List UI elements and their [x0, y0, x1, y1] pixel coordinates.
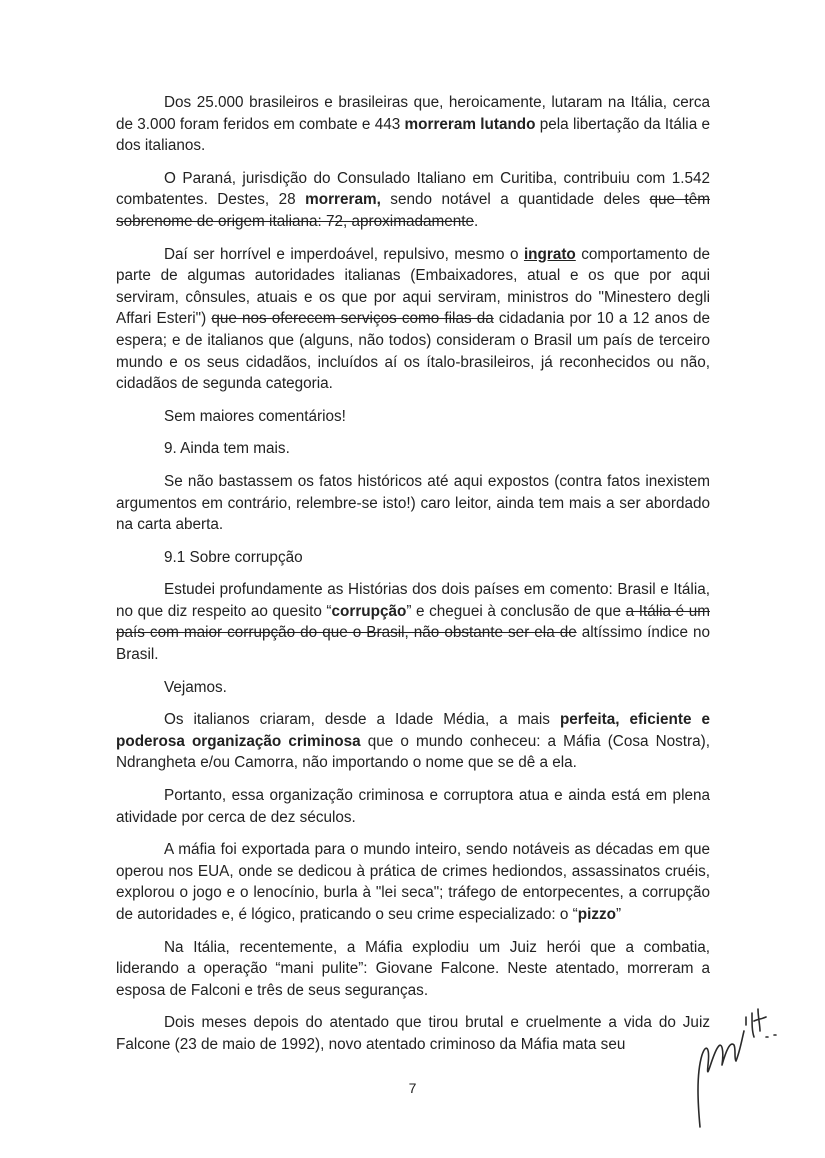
text-run: Os italianos criaram, desde a Idade Média, a mais	[164, 711, 560, 729]
paragraph-12	[116, 839, 710, 925]
text-run: cidadania por 10 a 12 anos de espera; e de italianos que (alguns, não todos) consideram o Brasil um país de terceiro mundo e os seus cidadãos, incluídos aí os ítalo-brasileiros, já reconhecidos ou não, cidadãos de segunda categoria.	[116, 310, 710, 393]
struck-text: a Itália é um país com maior corrupção do que o Brasil, não obstante ser ela de	[116, 602, 710, 642]
paragraph-8	[116, 579, 710, 665]
paragraph-11: Portanto, essa organização criminosa e corruptora atua e ainda está em plena atividade por cerca de dez séculos.	[116, 787, 710, 826]
bold-text: morreram,	[305, 191, 381, 209]
underlined-bold-text: ingrato	[523, 245, 576, 263]
paragraph-5: 9. Ainda tem mais.	[164, 440, 290, 458]
text-run: que o mundo conheceu: a Máfia (Cosa Nostra), Ndrangheta e/ou Camorra, não importando o nome que se dê a ela.	[116, 732, 711, 772]
text-run: sendo notável a quantidade deles	[380, 191, 650, 209]
paragraph-2	[116, 168, 710, 233]
paragraph-14: Dois meses depois do atentado que tirou brutal e cruelmente a vida do Juiz Falcone (23 de maio de 1992), novo atentado criminoso da Máfia mata seu	[116, 1014, 710, 1053]
text-run: Estudei profundamente as Histórias dos dois países em comento: Brasil e Itália, no que diz respeito ao quesito “	[116, 581, 710, 620]
paragraph-1	[116, 92, 710, 157]
text-run: A máfia foi exportada para o mundo inteiro, sendo notáveis as décadas em que operou nos EUA, onde se dedicou à prática de crimes hediondos, assassinatos cruéis, explorou o jogo e o lenocínio, burla à "lei seca"; tráfego de entorpecentes, a corrupção de autoridades e, é lógico, praticando o seu crime especializado: o “	[116, 841, 710, 923]
text-run: comportamento de parte de algumas autoridades italianas (Embaixadores, atual e os que por aqui serviram, cônsules, atuais e os que por aqui serviram, ministros do "Minestero degli Affari Esteri")	[116, 245, 710, 328]
paragraph-9: Vejamos.	[164, 678, 227, 696]
body-text	[116, 92, 710, 1067]
paragraph-4: Sem maiores comentários!	[164, 407, 346, 425]
struck-text: que têm sobrenome de origem italiana: 72, aproximadamente	[116, 191, 711, 230]
text-run: .	[473, 212, 479, 230]
paragraph-6: Se não bastassem os fatos históricos até aqui expostos (contra fatos inexistem argumentos em contrário, relembre-se isto!) caro leitor, ainda tem mais a ser abordado na carta aberta.	[116, 472, 710, 534]
page-number: 7	[408, 1080, 417, 1096]
text-run: Dos 25.000 brasileiros e brasileiras que, heroicamente, lutaram na Itália, cerca de 3.000 foram feridos em combate e 443	[116, 94, 710, 133]
text-run: ” e cheguei à conclusão de que	[406, 602, 626, 620]
text-run: ”	[615, 906, 622, 923]
paragraph-7: 9.1 Sobre corrupção	[164, 548, 303, 566]
bold-text: corrupção	[331, 602, 407, 620]
text-run: Daí ser horrível e imperdoável, repulsivo, mesmo o	[164, 245, 524, 263]
text-run: pela libertação da Itália e dos italianos.	[116, 115, 710, 155]
handwritten-signature-icon	[682, 995, 792, 1135]
bold-text: perfeita, eficiente e poderosa organização criminosa	[116, 711, 710, 750]
text-run: altíssimo índice no Brasil.	[116, 624, 710, 664]
bold-text: morreram lutando	[404, 115, 536, 133]
paragraph-10	[116, 709, 710, 774]
bold-text: pizzo	[577, 906, 616, 923]
struck-text: que nos oferecem serviços como filas da	[211, 310, 494, 328]
text-run: O Paraná, jurisdição do Consulado Italiano em Curitiba, contribuiu com 1.542 combatentes. Destes, 28	[116, 169, 710, 209]
paragraph-13: Na Itália, recentemente, a Máfia explodiu um Juiz herói que a combatia, liderando a operação “mani pulite”: Giovane Falcone. Neste atentado, morreram a esposa de Falconi e três de seus seguranças.	[116, 938, 710, 999]
paragraph-3	[116, 244, 710, 395]
